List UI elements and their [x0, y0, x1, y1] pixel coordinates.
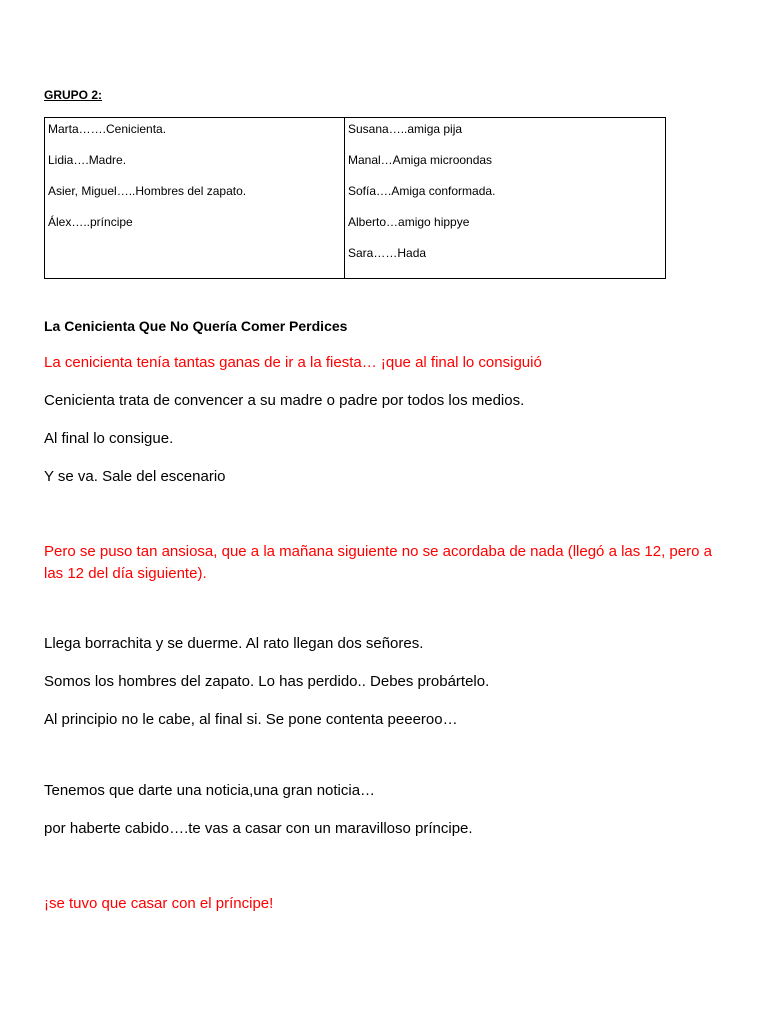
story-line: por haberte cabido….te vas a casar con un maravilloso príncipe.: [44, 820, 473, 837]
cast-entry: Álex…..príncipe: [48, 215, 133, 229]
story-line: Llega borrachita y se duerme. Al rato llegan dos señores.: [44, 635, 424, 652]
story-line: Tenemos que darte una noticia,una gran noticia…: [44, 782, 376, 799]
cast-entry: Susana…..amiga pija: [348, 122, 463, 136]
cast-entry: Marta…….Cenicienta.: [48, 122, 167, 136]
story-line: Al principio no le cabe, al final si. Se pone contenta peeeroo…: [44, 711, 458, 728]
cast-column-right: [345, 118, 665, 278]
story-title: La Cenicienta Que No Quería Comer Perdices: [44, 318, 348, 334]
cast-entry: Sara……Hada: [348, 246, 427, 260]
story-line: Al final lo consigue.: [44, 430, 174, 447]
story-line: Somos los hombres del zapato. Lo has perdido.. Debes probártelo.: [44, 673, 490, 690]
narration-line: La cenicienta tenía tantas ganas de ir a la fiesta… ¡que al final lo consiguió: [44, 354, 542, 371]
cast-entry: Lidia….Madre.: [48, 153, 127, 167]
cast-table: [44, 117, 666, 279]
cast-entry: Alberto…amigo hippye: [348, 215, 470, 229]
narration-line: Pero se puso tan ansiosa, que a la mañana siguiente no se acordaba de nada (llegó a las 12, pero a las 12 del día siguiente).: [44, 543, 712, 582]
story-line: Y se va. Sale del escenario: [44, 468, 226, 485]
cast-column-left: [45, 118, 345, 278]
story-line: Cenicienta trata de convencer a su madre o padre por todos los medios.: [44, 392, 525, 409]
narration-line: ¡se tuvo que casar con el príncipe!: [44, 895, 274, 912]
cast-entry: Sofía….Amiga conformada.: [348, 184, 496, 198]
cast-entry: Asier, Miguel…..Hombres del zapato.: [48, 184, 247, 198]
group-heading: GRUPO 2:: [44, 88, 103, 102]
cast-entry: Manal…Amiga microondas: [348, 153, 493, 167]
